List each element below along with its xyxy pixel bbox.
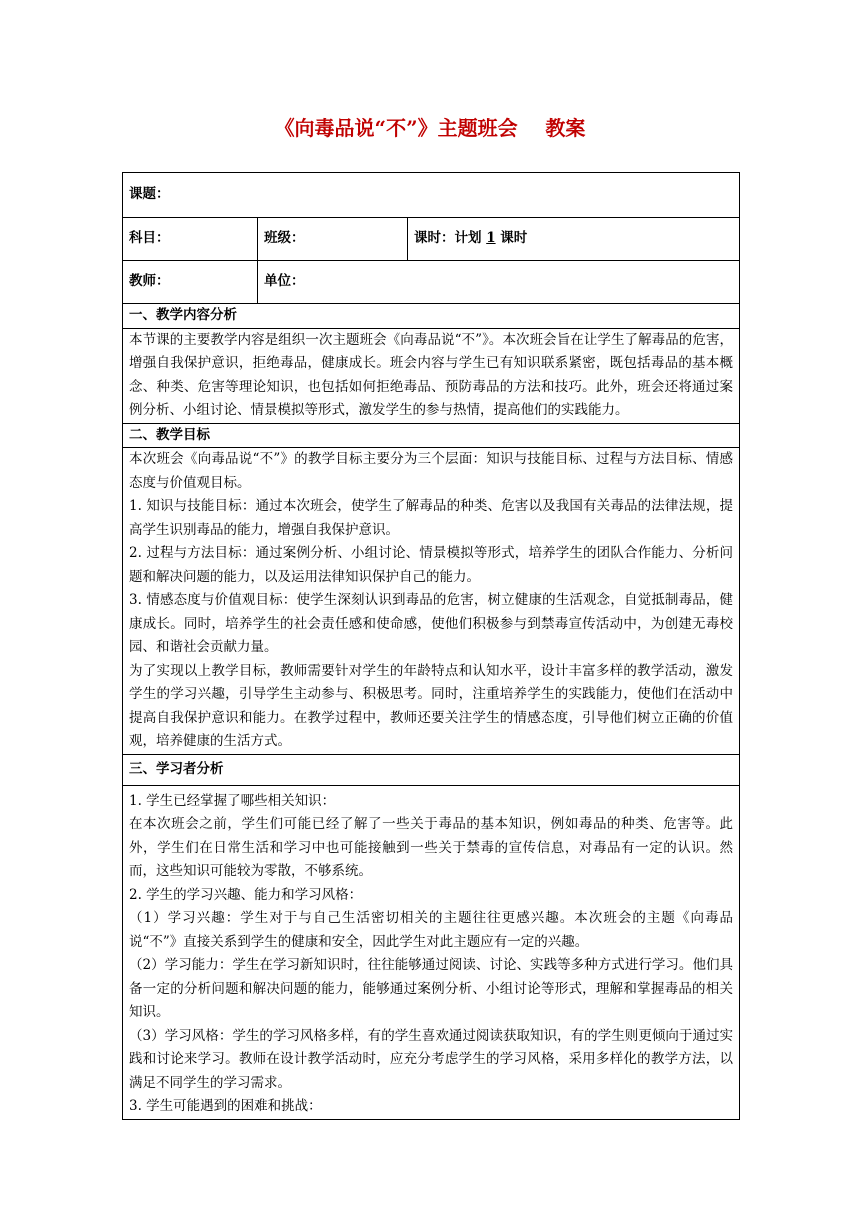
paragraph: 在本次班会之前，学生们可能已经了解了一些关于毒品的基本知识，例如毒品的种类、危害等。此外，学生们在日常生活和学习中也可能接触到一些关于禁毒的宣传信息，对毒品有一定的认识。然而，这些知识可能较为零散，不够系统。 — [129, 816, 734, 879]
section-body — [123, 448, 740, 755]
lesson-plan-table — [122, 172, 740, 1120]
paragraph: 本次班会《向毒品说“不”》的教学目标主要分为三个层面：知识与技能目标、过程与方法目标、情感态度与价值观目标。 — [129, 451, 734, 491]
subject-cell: 科目： — [123, 218, 258, 261]
section-2-body-row — [123, 448, 740, 755]
teacher-cell: 教师： — [123, 261, 258, 304]
section-heading: 一、教学内容分析 — [123, 304, 740, 329]
period-label-prefix: 课时：计划 — [414, 230, 487, 247]
paragraph: 1. 学生已经掌握了哪些相关知识： — [129, 792, 336, 809]
unit-cell: 单位： — [258, 261, 740, 304]
section-body — [123, 785, 740, 1119]
section-heading: 二、教学目标 — [123, 423, 740, 448]
section-2-heading-row — [123, 423, 740, 448]
section-1-heading-row — [123, 304, 740, 329]
paragraph: 本节课的主要教学内容是组织一次主题班会《向毒品说“不”》。本次班会旨在让学生了解毒品的危害，增强自我保护意识，拒绝毒品，健康成长。班会内容与学生已有知识联系紧密，既包括毒品的基本概念、种类、危害等理论知识，也包括如何拒绝毒品、预防毒品的方法和技巧。此外，班会还将通过案例分析、小组讨论、情景模拟等形式，激发学生的参与热情，提高他们的实践能力。 — [129, 331, 734, 418]
paragraph: 1. 知识与技能目标：通过本次班会，使学生了解毒品的种类、危害以及我国有关毒品的法律法规，提高学生识别毒品的能力，增强自我保护意识。 — [129, 498, 734, 538]
section-body — [123, 328, 740, 423]
paragraph: 3. 情感态度与价值观目标：使学生深刻认识到毒品的危害，树立健康的生活观念，自觉抵制毒品，健康成长。同时，培养学生的社会责任感和使命感，使他们积极参与到禁毒宣传活动中，为创建无毒校园、和谐社会贡献力量。 — [129, 592, 734, 655]
paragraph: （1）学习兴趣：学生对于与自己生活密切相关的主题往往更感兴趣。本次班会的主题《向毒品说“不”》直接关系到学生的健康和安全，因此学生对此主题应有一定的兴趣。 — [129, 910, 734, 950]
paragraph: （2）学习能力：学生在学习新知识时，往往能够通过阅读、讨论、实践等多种方式进行学习。他们具备一定的分析问题和解决问题的能力，能够通过案例分析、小组讨论等形式，理解和掌握毒品的相关知识。 — [129, 957, 734, 1020]
section-1-body-row — [123, 328, 740, 423]
paragraph: 为了实现以上教学目标，教师需要针对学生的年龄特点和认知水平，设计丰富多样的教学活动，激发学生的学习兴趣，引导学生主动参与、积极思考。同时，注重培养学生的实践能力，使他们在活动中提高自我保护意识和能力。在教学过程中，教师还要关注学生的情感态度，引导他们树立正确的价值观，培养健康的生活方式。 — [129, 662, 734, 749]
period-count: 1 — [486, 230, 496, 247]
document-title: 《向毒品说“不”》主题班会 教案 — [274, 116, 586, 140]
section-3-body-row — [123, 785, 740, 1119]
topic-row — [123, 173, 740, 218]
topic-cell: 课题： — [123, 173, 740, 218]
paragraph: 2. 学生的学习兴趣、能力和学习风格： — [129, 886, 363, 903]
class-cell: 班级： — [258, 218, 408, 261]
period-cell — [408, 218, 740, 261]
section-3-heading-row — [123, 754, 740, 785]
paragraph: 3. 学生可能遇到的困难和挑战： — [129, 1098, 322, 1114]
section-heading: 三、学习者分析 — [123, 754, 740, 785]
subject-row — [123, 218, 740, 261]
teacher-row — [123, 261, 740, 304]
period-label-suffix: 课时 — [495, 230, 528, 247]
paragraph: 2. 过程与方法目标：通过案例分析、小组讨论、情景模拟等形式，培养学生的团队合作能力、分析问题和解决问题的能力，以及运用法律知识保护自己的能力。 — [129, 545, 734, 585]
paragraph: （3）学习风格：学生的学习风格多样，有的学生喜欢通过阅读获取知识，有的学生则更倾向于通过实践和讨论来学习。教师在设计教学活动时，应充分考虑学生的学习风格，采用多样化的教学方法，以满足不同学生的学习需求。 — [129, 1027, 734, 1091]
